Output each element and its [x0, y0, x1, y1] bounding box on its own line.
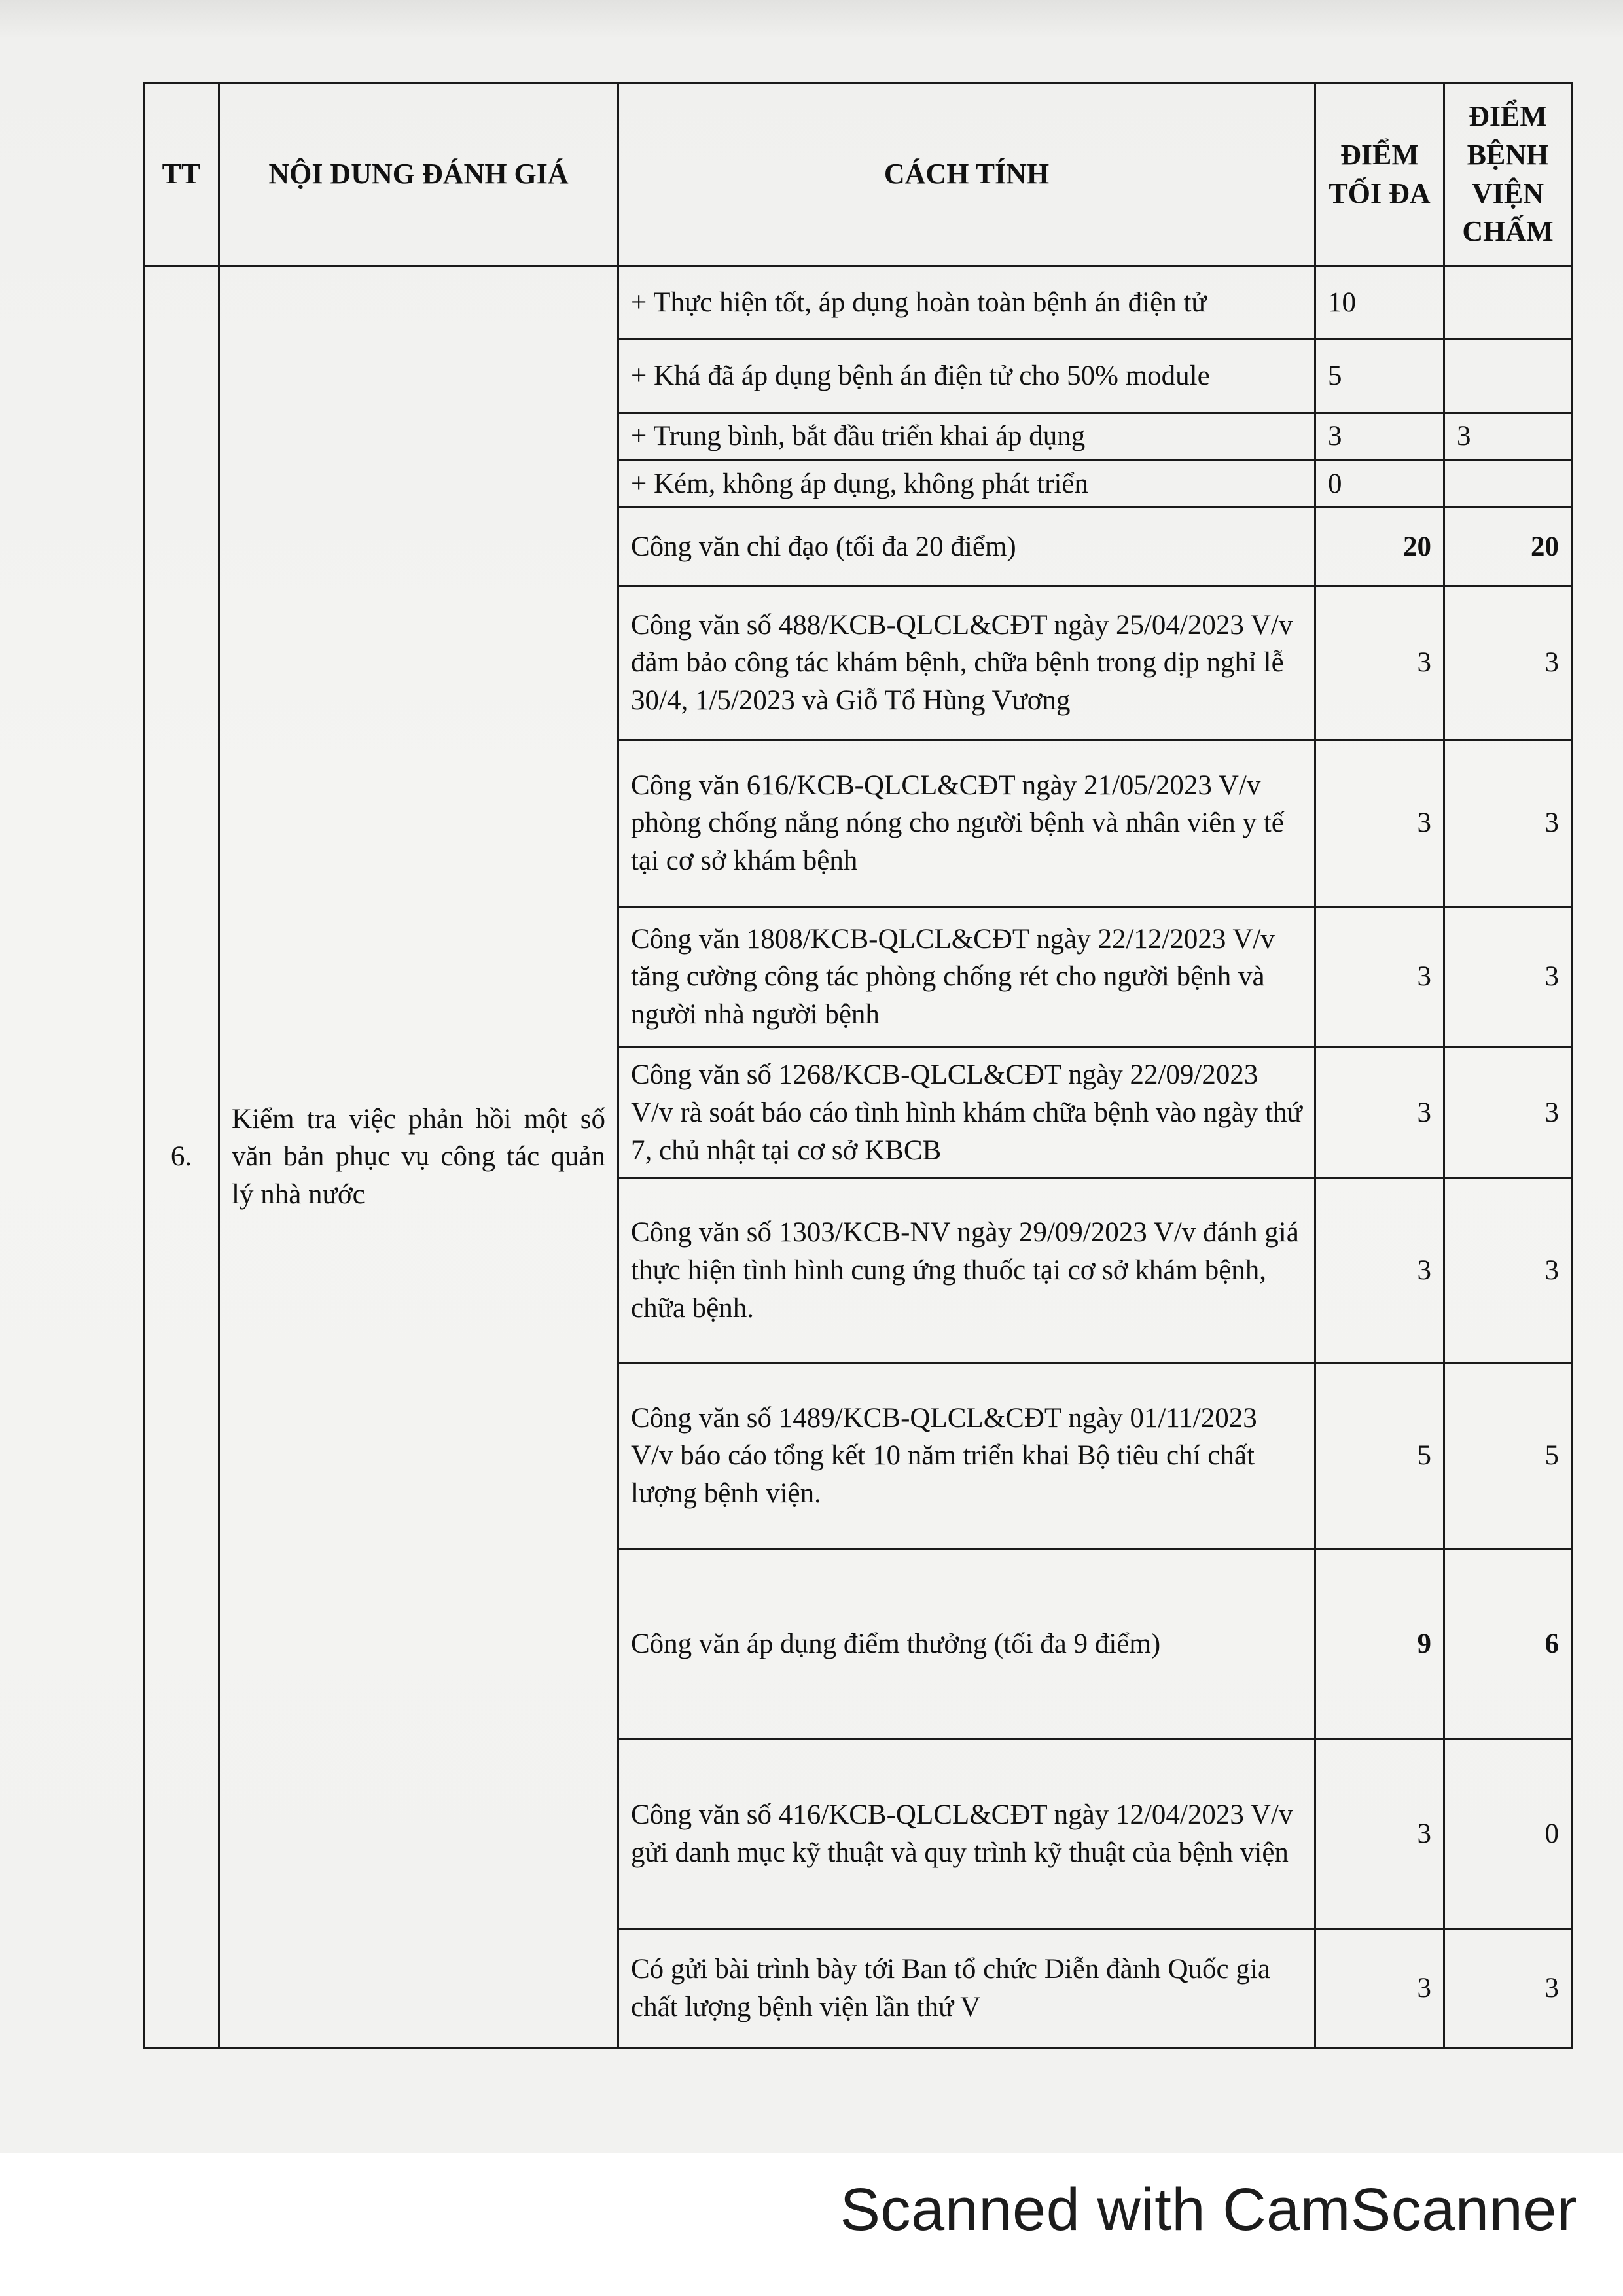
emr-row-max: 5 [1315, 340, 1444, 413]
emr-row-method: + Trung bình, bắt đầu triển khai áp dụng [618, 413, 1315, 461]
directive-row-score: 3 [1444, 1048, 1572, 1178]
emr-row-score [1444, 266, 1572, 340]
directive-row-method: Công văn số 1303/KCB-NV ngày 29/09/2023 V/v đánh giá thực hiện tình hình cung ứng thuốc tại cơ sở khám bệnh, chữa bệnh. [618, 1178, 1315, 1363]
emr-row-method: + Khá đã áp dụng bệnh án điện tử cho 50% module [618, 340, 1315, 413]
bonus-row-method: Công văn số 416/KCB-QLCL&CĐT ngày 12/04/2023 V/v gửi danh mục kỹ thuật và quy trình kỹ thuật của bệnh viện [618, 1739, 1315, 1929]
bonus-group-method: Công văn áp dụng điểm thưởng (tối đa 9 điểm) [618, 1549, 1315, 1739]
bonus-row-method: Có gửi bài trình bày tới Ban tổ chức Diễn đành Quốc gia chất lượng bệnh viện lần thứ V [618, 1929, 1315, 2048]
emr-row-score [1444, 340, 1572, 413]
directive-row-method: Công văn số 1489/KCB-QLCL&CĐT ngày 01/11/2023 V/v báo cáo tổng kết 10 năm triển khai Bộ tiêu chí chất lượng bệnh viện. [618, 1363, 1315, 1549]
emr-row-method: + Thực hiện tốt, áp dụng hoàn toàn bệnh án điện tử [618, 266, 1315, 340]
directive-row-method: Công văn số 488/KCB-QLCL&CĐT ngày 25/04/2023 V/v đảm bảo công tác khám bệnh, chữa bệnh trong dịp nghỉ lễ 30/4, 1/5/2023 và Giỗ Tổ Hùng Vương [618, 586, 1315, 740]
emr-row-score [1444, 460, 1572, 508]
directive-row-max: 5 [1315, 1363, 1444, 1549]
header-max-score: ĐIỂM TỐI ĐA [1315, 83, 1444, 266]
bonus-row-score: 0 [1444, 1739, 1572, 1929]
header-hospital-score: ĐIỂM BỆNH VIỆN CHẤM [1444, 83, 1572, 266]
bonus-row-max: 3 [1315, 1929, 1444, 2048]
directive-row-score: 3 [1444, 907, 1572, 1048]
directive-row-method: Công văn số 1268/KCB-QLCL&CĐT ngày 22/09/2023 V/v rà soát báo cáo tình hình khám chữa bệnh vào ngày thứ 7, chủ nhật tại cơ sở KBCB [618, 1048, 1315, 1178]
directive-row-method: Công văn 616/KCB-QLCL&CĐT ngày 21/05/2023 V/v phòng chống nắng nóng cho người bệnh và nhân viên y tế tại cơ sở khám bệnh [618, 740, 1315, 907]
header-row [144, 83, 1572, 266]
directive-group-score: 20 [1444, 508, 1572, 586]
directive-row-max: 3 [1315, 1178, 1444, 1363]
directive-row-score: 3 [1444, 1178, 1572, 1363]
directive-row-max: 3 [1315, 586, 1444, 740]
bonus-group-score: 6 [1444, 1549, 1572, 1739]
directive-group-method: Công văn chỉ đạo (tối đa 20 điểm) [618, 508, 1315, 586]
bonus-row-score: 3 [1444, 1929, 1572, 2048]
directive-row-method: Công văn 1808/KCB-QLCL&CĐT ngày 22/12/2023 V/v tăng cường công tác phòng chống rét cho người bệnh và người nhà người bệnh [618, 907, 1315, 1048]
directive-row-max: 3 [1315, 740, 1444, 907]
directive-row-max: 3 [1315, 907, 1444, 1048]
criterion-number: 6. [144, 266, 219, 2048]
emr-row-method: + Kém, không áp dụng, không phát triển [618, 460, 1315, 508]
directive-row-max: 3 [1315, 1048, 1444, 1178]
bonus-group-max: 9 [1315, 1549, 1444, 1739]
camscanner-watermark: Scanned with CamScanner [840, 2176, 1577, 2243]
emr-row-max: 0 [1315, 460, 1444, 508]
emr-row-score: 3 [1444, 413, 1572, 461]
emr-row-max: 3 [1315, 413, 1444, 461]
criterion-content: Kiểm tra việc phản hồi một số văn bản phục vụ công tác quản lý nhà nước [219, 266, 618, 2048]
bonus-row-max: 3 [1315, 1739, 1444, 1929]
directive-row-score: 5 [1444, 1363, 1572, 1549]
directive-row-score: 3 [1444, 740, 1572, 907]
directive-group-max: 20 [1315, 508, 1444, 586]
header-content: NỘI DUNG ĐÁNH GIÁ [219, 83, 618, 266]
evaluation-table [143, 82, 1573, 2049]
header-method: CÁCH TÍNH [618, 83, 1315, 266]
table-row [144, 266, 1572, 340]
header-tt: TT [144, 83, 219, 266]
scan-shadow-edge [0, 0, 1623, 39]
emr-row-max: 10 [1315, 266, 1444, 340]
directive-row-score: 3 [1444, 586, 1572, 740]
